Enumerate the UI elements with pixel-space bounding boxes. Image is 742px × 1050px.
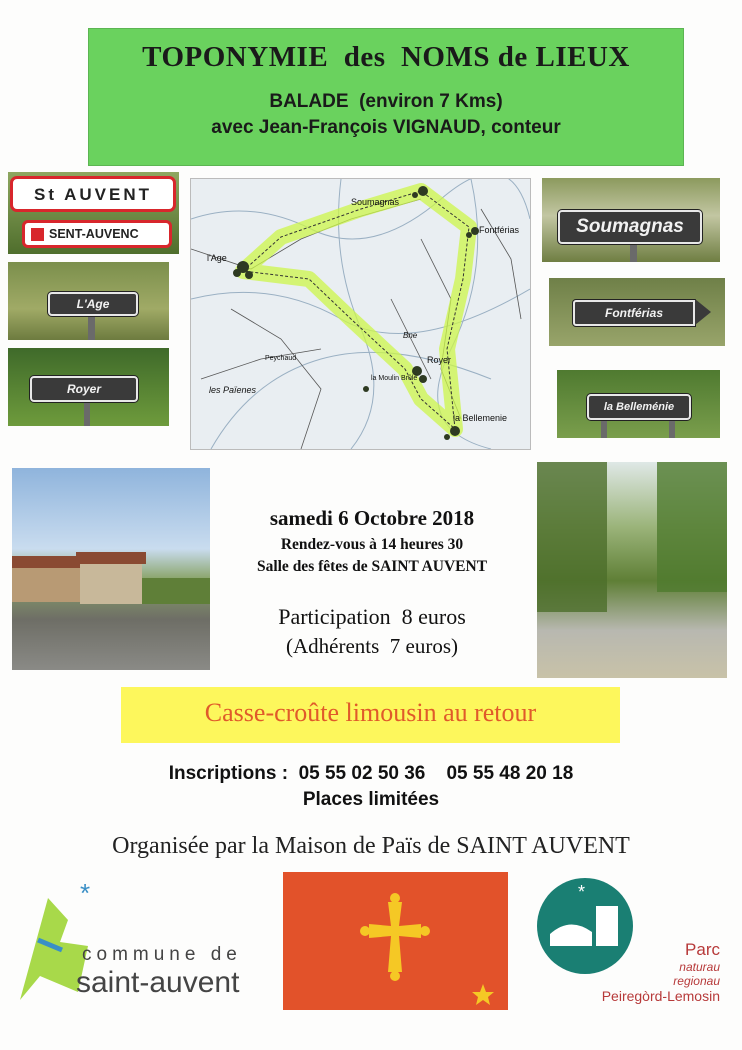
photo-st-auvent-sign — [8, 172, 179, 254]
photo-lage-sign — [8, 262, 169, 340]
walk-route — [243, 191, 469, 429]
parc-name-line2: naturau — [679, 960, 720, 974]
fonteferias-sign: Fontférias — [573, 300, 695, 326]
lage-sign: L'Age — [48, 292, 138, 316]
parc-name-line3: regionau — [673, 974, 720, 988]
event-price: Participation 8 euros — [278, 604, 466, 629]
registration-phones: Inscriptions : 05 55 02 50 36 05 55 48 20 18 — [168, 763, 574, 784]
event-time: Rendez-vous à 14 heures 30 — [280, 536, 464, 553]
snack-banner — [121, 687, 620, 743]
map-label-fonteferias: Fontférias — [479, 225, 520, 235]
bellemenie-sign: la Belleménie — [587, 394, 691, 420]
svg-text:*: * — [578, 882, 586, 902]
country-road-photo — [537, 462, 727, 678]
photo-royer-sign — [8, 348, 169, 426]
parc-logo — [530, 876, 730, 1016]
st-auvent-sign: St AUVENT — [10, 176, 176, 212]
soumagnas-sign: Soumagnas — [558, 210, 702, 244]
photo-fonteferias-sign — [549, 278, 725, 346]
occitan-cross-icon — [31, 228, 44, 241]
svg-text:*: * — [80, 880, 91, 908]
event-date: samedi 6 Octobre 2018 — [269, 506, 475, 530]
map-label-moulin: la Moulin Brûlé — [371, 375, 418, 382]
map-label-soumagnas: Soumagnas — [351, 197, 400, 207]
map-label-lage: l'Age — [207, 253, 227, 263]
photo-soumagnas-sign — [542, 178, 720, 262]
map-label-peychaud: Peychaud — [265, 355, 297, 362]
sent-auvenc-sign: SENT-AUVENC — [22, 220, 172, 248]
member-price: (Adhérents 7 euros) — [285, 634, 459, 658]
parc-name-line4: Peiregòrd-Lemosin — [601, 988, 720, 1004]
occitan-flag — [283, 872, 508, 1010]
organizer-line: Organisée par la Maison de Païs de SAINT AUVENT — [112, 833, 630, 859]
snack-text: Casse-croûte limousin au retour — [204, 698, 537, 727]
storyteller-subtitle: avec Jean-François VIGNAUD, conteur — [211, 117, 561, 138]
map-graphic — [191, 179, 530, 449]
page-title: TOPONYMIE des NOMS de LIEUX — [142, 41, 630, 73]
parc-name-line1: Parc — [685, 940, 720, 959]
event-place: Salle des fêtes de SAINT AUVENT — [256, 558, 488, 575]
map-label-paienes: les Païenes — [209, 385, 257, 395]
map-label-bne: Bne — [403, 331, 418, 340]
occitan-cross-icon — [283, 872, 508, 1010]
walk-subtitle: BALADE (environ 7 Kms) — [269, 91, 503, 112]
photo-bellemenie-sign — [557, 370, 720, 438]
map-label-royer: Royer — [427, 355, 452, 365]
map-label-bellemenie: la Bellemenie — [453, 413, 508, 423]
village-photo — [12, 468, 210, 670]
commune-logo: * commune de saint-auvent — [10, 880, 270, 1010]
limited-places: Places limitées — [302, 789, 440, 810]
header-banner — [88, 28, 684, 166]
arrow-right-icon — [695, 299, 711, 325]
walk-map — [190, 178, 531, 450]
royer-sign: Royer — [30, 376, 138, 402]
